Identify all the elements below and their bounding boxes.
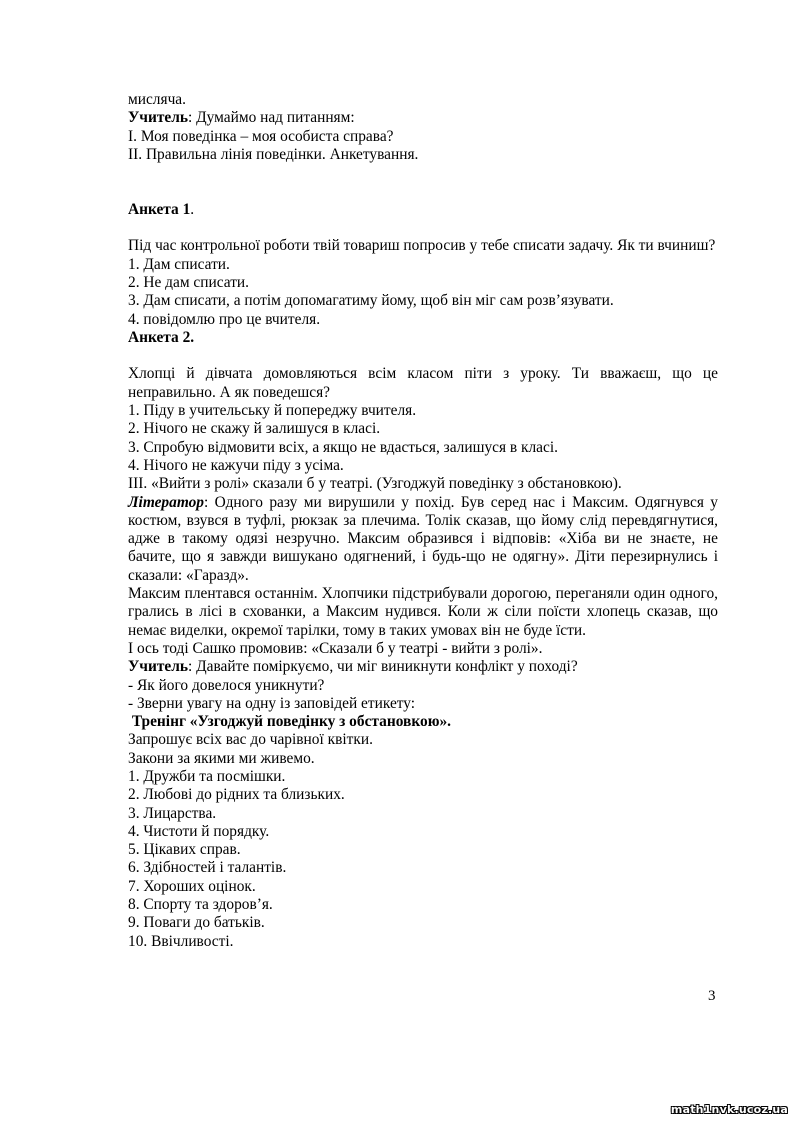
law-item: 9. Поваги до батьків. xyxy=(128,914,265,932)
law-item: 3. Лицарства. xyxy=(128,804,217,822)
survey-2-question: Хлопці й дівчата домовляються всім класом піти з уроку. Ти вважаєш, що це неправильно. А як поведешся? xyxy=(128,365,718,401)
survey-2-option: 2. Нічого не скажу й залишуся в класі. xyxy=(128,420,381,438)
survey-2-title: Анкета 2. xyxy=(128,328,195,346)
literator-label: Літератор xyxy=(128,493,204,511)
teacher-intro-text: : Думаймо над питанням: xyxy=(188,109,355,127)
survey-1-option: 1. Дам списати. xyxy=(128,255,230,273)
survey-1-option: 3. Дам списати, а потім допомагатиму йому, щоб він міг сам розв’язувати. xyxy=(128,292,614,310)
intro-line: мисляча. xyxy=(128,91,186,108)
question-1: І. Моя поведінка – моя особиста справа? xyxy=(128,127,394,145)
law-item: 4. Чистоти й порядку. xyxy=(128,822,270,840)
survey-1-option: 2. Не дам списати. xyxy=(128,273,249,291)
survey-1-title-text: Анкета 1 xyxy=(128,200,191,218)
law-item: 6. Здібностей і талантів. xyxy=(128,859,287,877)
law-item: 5. Цікавих справ. xyxy=(128,841,241,859)
law-item: 10. Ввічливості. xyxy=(128,932,234,950)
survey-2-option: 4. Нічого не кажучи піду з усіма. xyxy=(128,456,344,474)
literator-text: : Одного разу ми вирушили у похід. Був серед нас і Максим. Одягнувся у костюм, взувся в туфлі, рюкзак за плечима. Толік сказав, що йому слід перевдягнутися, адже в такому одязі незручно. Максим образився і відповів: «Хіба ви не знаєте, не бачите, що я завжди вишукано одягнений, і будь-що не одягну». Діти перезирнулись і сказали: «Гаразд». xyxy=(128,493,718,584)
site-watermark: math1nvk.ucoz.ua xyxy=(670,1103,788,1116)
survey-2-option: 3. Спробую відмовити всіх, а якщо не вдасться, залишуся в класі. xyxy=(128,438,558,456)
question-2: ІІ. Правильна лінія поведінки. Анкетування. xyxy=(128,145,419,163)
law-item: 2. Любові до рідних та близьких. xyxy=(128,786,345,804)
teacher-label-2: Учитель xyxy=(128,658,189,676)
page-number: 3 xyxy=(708,988,716,1004)
section-3-heading: ІІІ. «Вийти з ролі» сказали б у театрі. (Узгоджуй поведінку з обстановкою). xyxy=(128,475,622,493)
laws-heading: Закони за якими ми живемо. xyxy=(128,749,315,767)
teacher-intro xyxy=(128,109,718,127)
dash-line: - Як його довелося уникнути? xyxy=(128,676,325,694)
survey-1-question: Під час контрольної роботи твій товариш попросив у тебе списати задачу. Як ти вчиниш? xyxy=(128,237,716,255)
teacher-question: Учитель: Давайте поміркуємо, чи міг виникнути конфлікт у поході? xyxy=(128,658,578,676)
survey-1-option: 4. повідомлю про це вчителя. xyxy=(128,310,321,328)
law-item: 7. Хороших оцінок. xyxy=(128,877,256,895)
training-invite: Запрошує всіх вас до чарівної квітки. xyxy=(128,731,373,749)
training-title: Тренінг «Узгоджуй поведінку з обстановкою». xyxy=(131,713,451,731)
law-item: 1. Дружби та посмішки. xyxy=(128,767,286,785)
law-item: 8. Спорту та здоров’я. xyxy=(128,896,273,914)
dash-line: - Зверни увагу на одну із заповідей етикету: xyxy=(128,694,416,712)
survey-2-option: 1. Піду в учительську й попереджу вчителя. xyxy=(128,402,417,420)
survey-1-title: Анкета 1. xyxy=(128,200,195,218)
literator-paragraph xyxy=(128,494,718,585)
document-page xyxy=(128,91,718,951)
teacher-label: Учитель xyxy=(128,109,189,127)
story-paragraph-2: Максим плентався останнім. Хлопчики підстрибували дорогою, переганяли один одного, грались в лісі в схованки, а Максим нудився. Коли ж сіли поїсти хлопець сказав, що немає виделки, окремої тарілки, тому в таких умовах він не буде їсти. xyxy=(128,585,718,639)
story-paragraph-3: І ось тоді Сашко промовив: «Сказали б у театрі - вийти з ролі». xyxy=(128,639,543,657)
